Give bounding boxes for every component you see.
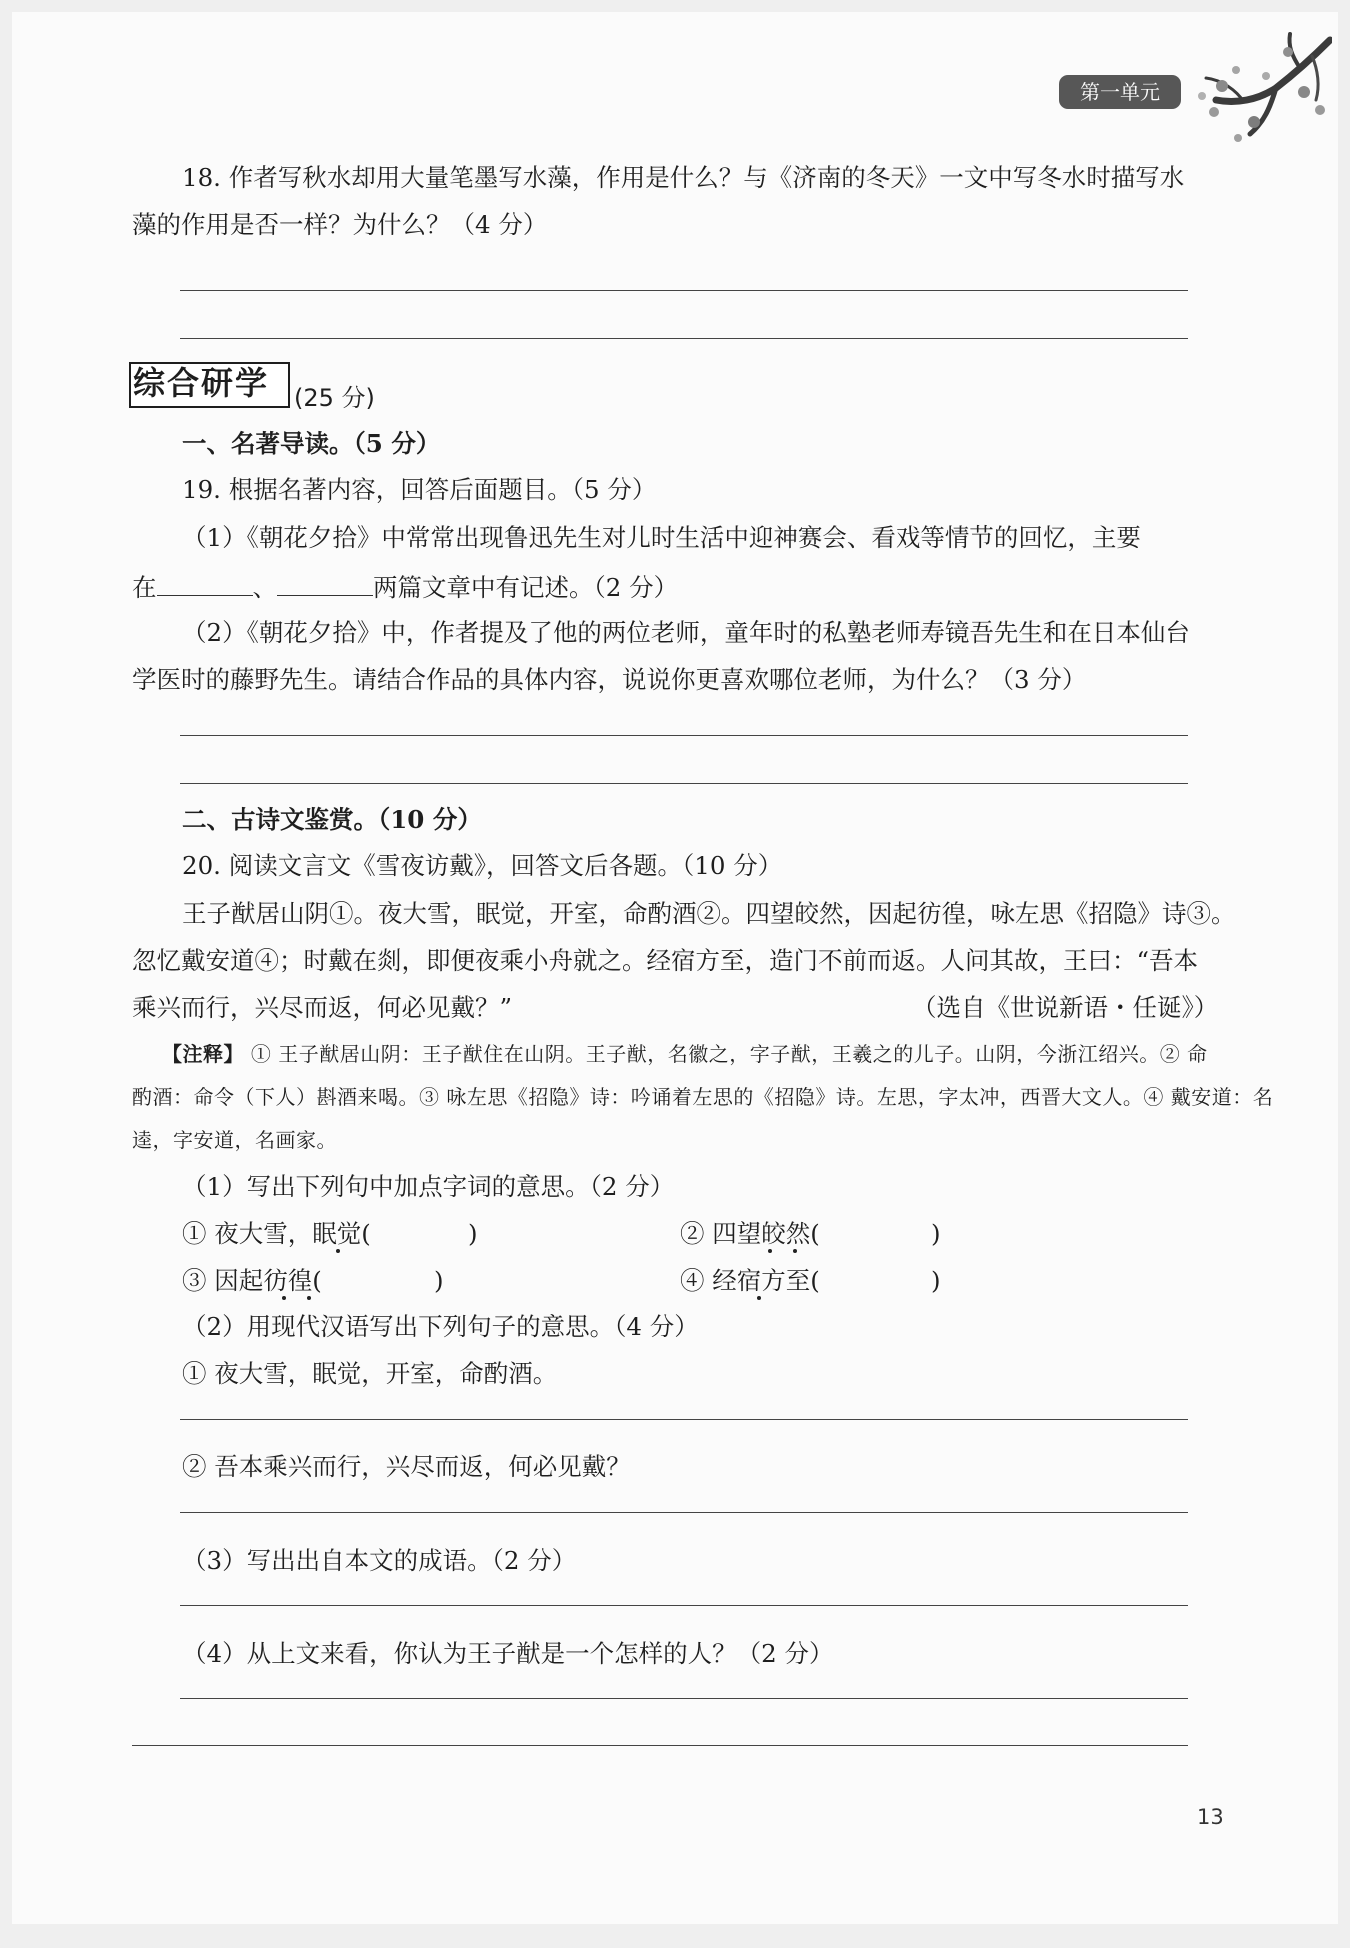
q20-sub1-item-d: ④ 经宿方至( [680,1266,820,1295]
q20-prompt: 20. 阅读文言文《雪夜访戴》，回答文后各题。（10 分） [182,851,783,880]
answer-line[interactable] [180,783,1188,784]
part1-heading: 一、名著导读。（5 分） [182,429,441,458]
close-paren: ) [434,1266,444,1295]
q20-sub2-item-b: ② 吾本乘兴而行，兴尽而返，何必见戴？ [182,1452,631,1481]
q20-sub1-item-c: ③ 因起彷徨( [182,1266,322,1295]
part2-heading: 二、古诗文鉴赏。（10 分） [182,805,482,834]
answer-line[interactable] [180,1512,1188,1513]
emphasis-dot [793,1249,797,1253]
passage-line2: 忽忆戴安道④；时戴在剡，即便夜乘小舟就之。经宿方至，造门不前而返。人问其故，王曰：“吾本 [132,946,1199,975]
passage-line3: 乘兴而行，兴尽而返，何必见戴？” [132,993,513,1022]
q20-sub4: （4）从上文来看，你认为王子猷是一个怎样的人？（2 分） [182,1639,834,1668]
note-label: 【注释】 [162,1042,244,1066]
q19-sub1-pre: 在 [132,573,157,602]
emphasis-dot [768,1249,772,1253]
answer-line[interactable] [180,1419,1188,1420]
q19-sub2-line1: （2）《朝花夕拾》中，作者提及了他的两位老师，童年时的私塾老师寿镜吾先生和在日本仙台 [182,618,1190,647]
page-number: 13 [1197,1805,1224,1829]
emphasis-dot [282,1296,286,1300]
emphasis-dot [757,1296,761,1300]
section-score: (25 分) [294,384,375,412]
note-line1 [162,1044,1208,1064]
q19-sub1-mid: 、 [252,573,277,602]
emphasis-dot [336,1249,340,1253]
note-text-1: ① 王子猷居山阴：王子猷住在山阴。王子猷，名徽之，字子猷，王羲之的儿子。山阴，今浙江绍兴。② 命 [250,1042,1208,1066]
q20-sub1: （1）写出下列句中加点字词的意思。（2 分） [182,1172,675,1201]
q20-sub2-item-a: ① 夜大雪，眠觉，开室，命酌酒。 [182,1359,558,1388]
answer-line[interactable] [180,1605,1188,1606]
answer-line[interactable] [132,1745,1188,1746]
unit-tag: 第一单元 [1059,75,1181,109]
passage-line1: 王子猷居山阴①。夜大雪，眠觉，开室，命酌酒②。四望皎然，因起彷徨，咏左思《招隐》诗③。 [182,899,1236,928]
fill-blank-2[interactable] [277,573,373,596]
answer-line[interactable] [180,338,1188,339]
plum-blossom-branch-icon [1192,30,1332,150]
q19-sub1-post: 两篇文章中有记述。（2 分） [373,573,679,602]
note-line3: 逵，字安道，名画家。 [132,1128,337,1152]
q20-sub3: （3）写出出自本文的成语。（2 分） [182,1546,577,1575]
answer-line[interactable] [180,290,1188,291]
close-paren: ) [931,1219,941,1248]
note-line2: 酌酒：命令（下人）斟酒来喝。③ 咏左思《招隐》诗：吟诵着左思的《招隐》诗。左思，字太冲，西晋大文人。④ 戴安道：名 [132,1085,1274,1109]
q19-prompt: 19. 根据名著内容，回答后面题目。（5 分） [182,475,657,504]
q20-sub1-item-b: ② 四望皎然( [680,1219,820,1248]
q19-sub2-line2: 学医时的藤野先生。请结合作品的具体内容，说说你更喜欢哪位老师，为什么？（3 分） [132,665,1087,694]
emphasis-dot [307,1296,311,1300]
close-paren: ) [468,1219,478,1248]
q20-sub1-item-a: ① 夜大雪，眠觉( [182,1219,371,1248]
q20-sub2: （2）用现代汉语写出下列句子的意思。（4 分） [182,1312,699,1341]
q18-line1: 18. 作者写秋水却用大量笔墨写水藻，作用是什么？与《济南的冬天》一文中写冬水时描写水 [182,163,1185,192]
fill-blank-1[interactable] [157,573,253,596]
answer-line[interactable] [180,1698,1188,1699]
worksheet-page [12,12,1338,1924]
answer-line[interactable] [180,735,1188,736]
close-paren: ) [931,1266,941,1295]
q19-sub1-line1: （1）《朝花夕拾》中常常出现鲁迅先生对儿时生活中迎神赛会、看戏等情节的回忆，主要 [182,523,1141,552]
passage-source: （选自《世说新语・任诞》） [912,993,1219,1022]
q18-line2: 藻的作用是否一样？为什么？（4 分） [132,210,548,239]
q19-sub1-line2 [132,573,678,601]
section-title: 综合研学 [133,364,270,402]
